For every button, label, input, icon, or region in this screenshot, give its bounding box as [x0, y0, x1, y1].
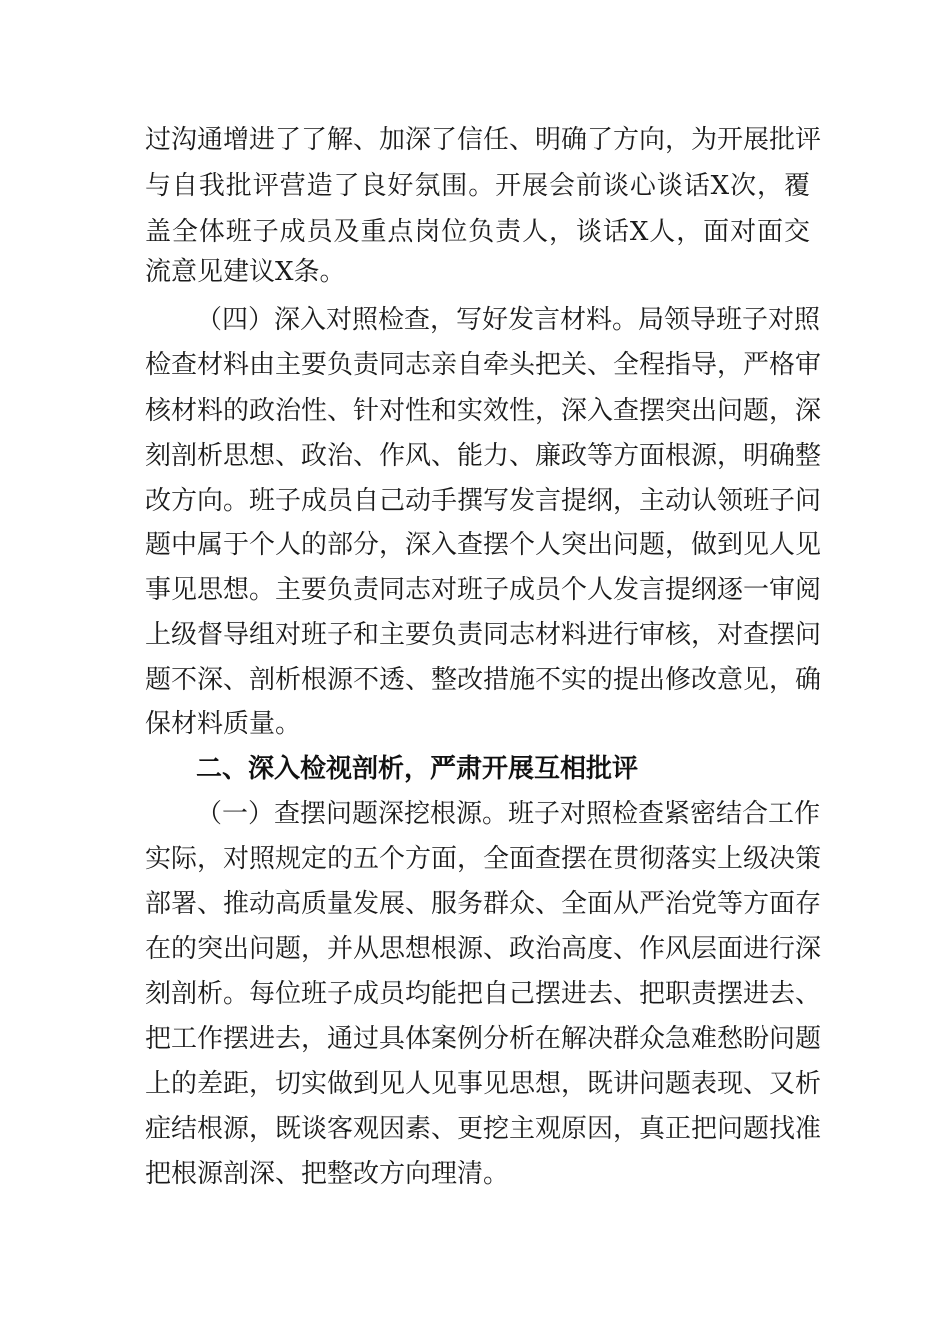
paragraph-3-line: 部署、推动高质量发展、服务群众、全面从严治党等方面存: [145, 889, 822, 919]
paragraph-1-line: 盖全体班子成员及重点岗位负责人，谈话X人，面对面交: [145, 217, 810, 247]
paragraph-2-line: 核材料的政治性、针对性和实效性，深入查摆突出问题，深: [145, 396, 822, 426]
paragraph-2-line: 上级督导组对班子和主要负责同志材料进行审核，对查摆问: [145, 620, 822, 650]
paragraph-2-line: 题不深、剖析根源不透、整改措施不实的提出修改意见，确: [145, 665, 822, 695]
paragraph-3-line: 刻剖析。每位班子成员均能把自己摆进去、把职责摆进去、: [145, 979, 822, 1009]
paragraph-2-line: （四）深入对照检查，写好发言材料。局领导班子对照: [196, 305, 821, 335]
section-heading: 二、深入检视剖析，严肃开展互相批评: [196, 754, 639, 784]
paragraph-3-line: （一）查摆问题深挖根源。班子对照检查紧密结合工作: [196, 799, 821, 829]
paragraph-3-line: 在的突出问题，并从思想根源、政治高度、作风层面进行深: [145, 934, 822, 964]
paragraph-2-line: 刻剖析思想、政治、作风、能力、廉政等方面根源，明确整: [145, 441, 822, 471]
paragraph-3-line: 上的差距，切实做到见人见事见思想，既讲问题表现、又析: [145, 1069, 822, 1099]
paragraph-2-line: 检查材料由主要负责同志亲自牵头把关、全程指导，严格审: [145, 350, 822, 380]
paragraph-3-line: 把根源剖深、把整改方向理清。: [145, 1159, 510, 1189]
paragraph-2-line: 改方向。班子成员自己动手撰写发言提纲，主动认领班子问: [145, 486, 822, 516]
paragraph-1-line: 流意见建议X条。: [145, 257, 346, 287]
paragraph-2-line: 题中属于个人的部分，深入查摆个人突出问题，做到见人见: [145, 530, 822, 560]
paragraph-2-line: 保材料质量。: [145, 709, 302, 739]
paragraph-3-line: 把工作摆进去，通过具体案例分析在解决群众急难愁盼问题: [145, 1024, 822, 1054]
paragraph-1-line: 过沟通增进了了解、加深了信任、明确了方向，为开展批评: [145, 125, 822, 155]
paragraph-3-line: 症结根源，既谈客观因素、更挖主观原因，真正把问题找准: [145, 1114, 822, 1144]
paragraph-1-line: 与自我批评营造了良好氛围。开展会前谈心谈话X次，覆: [145, 171, 810, 201]
paragraph-3-line: 实际，对照规定的五个方面，全面查摆在贯彻落实上级决策: [145, 844, 822, 874]
paragraph-2-line: 事见思想。主要负责同志对班子成员个人发言提纲逐一审阅: [145, 575, 822, 605]
